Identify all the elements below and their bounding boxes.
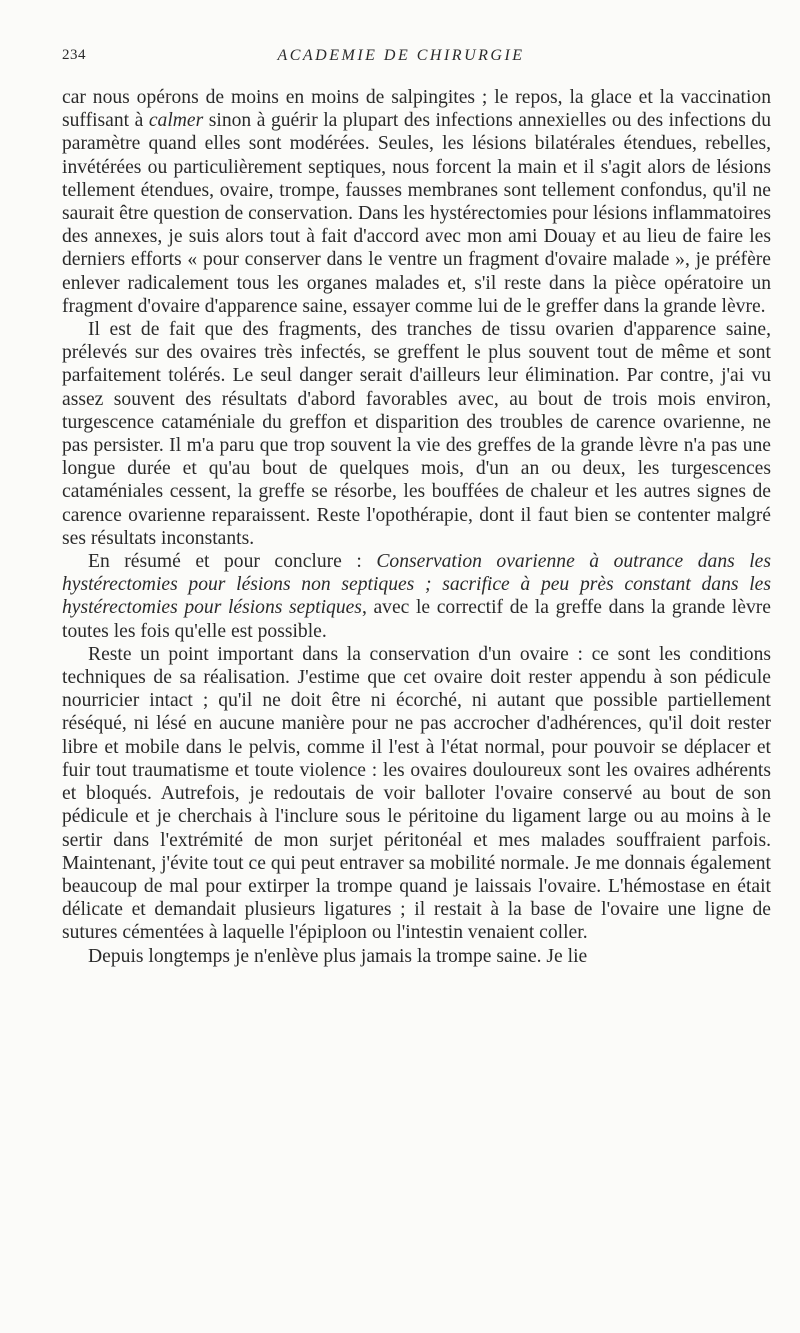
paragraph-3	[62, 550, 771, 643]
page-number: 234	[62, 47, 86, 63]
body-text	[62, 86, 771, 968]
italic-segment: calmer	[148, 110, 204, 132]
italic-segment: Conservation ovarienne à outrance dans les hystérectomies pour lésions non septiques ; sacrifice à peu près constant dans les hystérectomies pour lésions septiques	[62, 551, 772, 619]
paragraph-2	[62, 318, 771, 550]
text-segment: En résumé et pour conclure :	[88, 551, 377, 573]
text-segment: car nous opérons de moins en moins de salpingites ; le repos, la glace et la vaccination suffisant à	[62, 87, 771, 132]
running-title: ACADEMIE DE CHIRURGIE	[277, 47, 525, 64]
text-segment: , avec le correctif de la greffe dans la grande lèvre toutes les fois qu'elle est possible.	[62, 597, 771, 642]
text-segment: sinon à guérir la plupart des infections annexielles ou des infections du paramètre quand elles sont modérées. Seules, les lésions bilatérales étendues, rebelles, invétérées ou particulièrement septiques, nous forcent la main et il s'agit alors de lésions tellement étendues, ovaire, trompe, fausses membranes sont tellement confondus, qu'il ne saurait être question de conservation. Dans les hystérectomies pour lésions inflammatoires des annexes, je suis alors tout à fait d'accord avec mon ami Douay et au lieu de faire les derniers efforts « pour conserver dans le ventre un fragment d'ovaire malade », je préfère enlever radicalement tous les organes malades et, s'il reste dans la pièce opératoire un fragment d'ovaire d'apparence saine, essayer comme lui de le greffer dans la grande lèvre.	[62, 110, 772, 317]
page-header	[62, 47, 740, 73]
text-segment: Reste un point important dans la conservation d'un ovaire : ce sont les conditions techniques de sa réalisation. J'estime que cet ovaire doit rester appendu à son pédicule nourricier intact ; qu'il ne doit être ni écorché, ni autant que possible partiellement réséqué, ni lésé en aucune manière pour ne pas accrocher d'adhérences, qu'il doit rester libre et mobile dans le pelvis, comme il l'est à l'état normal, pour pouvoir se déplacer et fuir tout traumatisme et toute violence : les ovaires douloureux sont les ovaires adhérents et bloqués. Autrefois, je redoutais de voir balloter l'ovaire conservé au bout de son pédicule et je cherchais à l'inclure sous le péritoine du ligament large ou au moins à le sertir dans l'extrémité de mon surjet péritonéal et mes malades souffraient parfois. Maintenant, j'évite tout ce qui peut entraver sa mobilité normale. Je me donnais également beaucoup de mal pour extirper la trompe quand je laissais l'ovaire. L'hémostase en était délicate et demandait plusieurs ligatures ; il restait à la base de l'ovaire une ligne de sutures cémentées à laquelle l'épiploon ou l'intestin venaient coller.	[62, 643, 771, 944]
text-segment: Il est de fait que des fragments, des tranches de tissu ovarien d'apparence saine, prélevés sur des ovaires très infectés, se greffent le plus souvent tout de même et sont parfaitement tolérés. Le seul danger serait d'ailleurs leur élimination. Par contre, j'ai vu assez souvent des résultats d'abord favorables avec, au bout de trois mois environ, turgescence cataméniale du greffon et disparition des troubles de carence ovarienne, ne pas persister. Il m'a paru que trop souvent la vie des greffes de la grande lèvre n'a pas une longue durée et qu'au bout de quelques mois, d'un an ou deux, les turgescences cataméniales cessent, la greffe se résorbe, les bouffées de chaleur et les autres signes de carence ovarienne reparaissent. Reste l'opothérapie, dont il faut bien se contenter malgré ses résultats inconstants.	[62, 319, 771, 549]
paragraph-4	[62, 643, 771, 945]
paragraph-5	[62, 945, 771, 968]
paragraph-1	[62, 86, 771, 318]
text-segment: Depuis longtemps je n'enlève plus jamais la trompe saine. Je lie	[88, 945, 588, 967]
